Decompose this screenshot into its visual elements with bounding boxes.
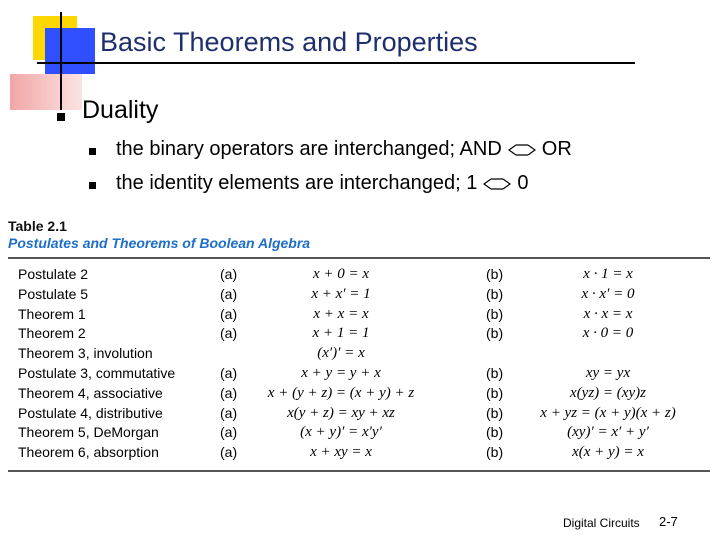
row-label-b: (b) <box>486 285 504 302</box>
row-label-a: (a) <box>220 305 238 322</box>
decor-blue-square <box>45 28 95 74</box>
table-row <box>8 384 710 404</box>
row-label-a: (a) <box>220 404 238 421</box>
table-row <box>8 443 710 463</box>
row-name: Theorem 5, DeMorgan <box>18 424 159 441</box>
table-row <box>8 285 710 305</box>
heading-duality: Duality <box>82 96 159 124</box>
row-equation-b: x + yz = (x + y)(x + z) <box>540 404 676 421</box>
row-equation-a: x + xy = x <box>310 444 372 461</box>
theorems-table <box>8 265 710 463</box>
table-top-rule <box>8 257 710 259</box>
table-row <box>8 404 710 424</box>
row-name: Theorem 2 <box>18 325 86 342</box>
row-name: Theorem 3, involution <box>18 345 153 362</box>
decor-horizontal-line <box>37 62 635 64</box>
row-name: Theorem 6, absorption <box>18 444 159 461</box>
row-name: Postulate 3, commutative <box>18 364 176 381</box>
bullet-square-icon <box>57 113 65 121</box>
row-label-b: (b) <box>486 364 504 381</box>
row-label-b: (b) <box>486 266 504 282</box>
row-label-a: (a) <box>220 325 238 342</box>
row-equation-b: x · 1 = x <box>583 266 633 282</box>
table-row <box>8 423 710 443</box>
slide-title: Basic Theorems and Properties <box>100 27 478 57</box>
row-equation-a: x(y + z) = xy + xz <box>287 404 395 421</box>
row-equation-a: x + (y + z) = (x + y) + z <box>267 384 415 401</box>
table-row <box>8 265 710 285</box>
row-equation-b: x · 0 = 0 <box>582 325 634 342</box>
table-caption: Postulates and Theorems of Boolean Algebra <box>8 235 311 251</box>
double-arrow-icon <box>483 177 511 191</box>
row-equation-a: x + y = y + x <box>301 364 381 381</box>
row-equation-b: x(x + y) = x <box>572 444 644 461</box>
bullet-identity-after: 0 <box>517 172 529 194</box>
table-row <box>8 324 710 344</box>
row-label-b: (b) <box>486 325 504 342</box>
row-label-a: (a) <box>220 266 238 282</box>
row-equation-a: (x′)′ = x <box>317 345 365 362</box>
row-equation-a: x + 1 = 1 <box>312 325 370 342</box>
table-row <box>8 364 710 384</box>
table-label: Table 2.1 <box>8 218 67 234</box>
row-name: Postulate 5 <box>18 285 89 302</box>
decor-pink-bar <box>10 74 82 110</box>
row-name: Postulate 2 <box>18 266 89 282</box>
row-label-a: (a) <box>220 285 238 302</box>
sub-bullet-square-icon <box>89 182 96 189</box>
row-label-b: (b) <box>486 424 504 441</box>
row-equation-a: x + x′ = 1 <box>311 285 371 302</box>
row-equation-a: (x + y)′ = x′y′ <box>300 424 382 441</box>
bullet-identity-text: the identity elements are interchanged; 1 <box>116 172 478 194</box>
row-equation-a: x + x = x <box>313 305 369 322</box>
bullet-operators-after: OR <box>541 138 572 160</box>
row-label-b: (b) <box>486 404 504 421</box>
table-bottom-rule <box>8 470 710 472</box>
decor-vertical-line <box>60 12 62 110</box>
row-name: Theorem 4, associative <box>18 384 163 401</box>
double-arrow-icon <box>508 143 536 157</box>
table-row <box>8 344 710 364</box>
bullet-identity <box>116 172 528 195</box>
sub-bullet-square-icon <box>89 148 96 155</box>
footer-course: Digital Circuits <box>563 516 640 530</box>
row-label-a: (a) <box>220 444 238 461</box>
row-label-b: (b) <box>486 384 504 401</box>
row-name: Postulate 4, distributive <box>18 404 163 421</box>
row-equation-b: (xy)′ = x′ + y′ <box>567 424 649 441</box>
row-name: Theorem 1 <box>18 305 86 322</box>
row-equation-a: x + 0 = x <box>312 266 370 282</box>
row-label-b: (b) <box>486 305 504 322</box>
bullet-operators-text: the binary operators are interchanged; AND <box>116 138 502 160</box>
row-label-a: (a) <box>220 364 238 381</box>
table-row <box>8 305 710 325</box>
row-equation-b: x · x = x <box>583 305 633 322</box>
row-equation-b: x(yz) = (xy)z <box>570 384 646 401</box>
row-label-a: (a) <box>220 424 238 441</box>
page-number: 2-7 <box>659 514 678 529</box>
row-equation-b: x · x′ = 0 <box>581 285 635 302</box>
row-label-a: (a) <box>220 384 238 401</box>
row-label-b: (b) <box>486 444 504 461</box>
row-equation-b: xy = yx <box>585 364 631 381</box>
bullet-operators <box>116 138 572 161</box>
